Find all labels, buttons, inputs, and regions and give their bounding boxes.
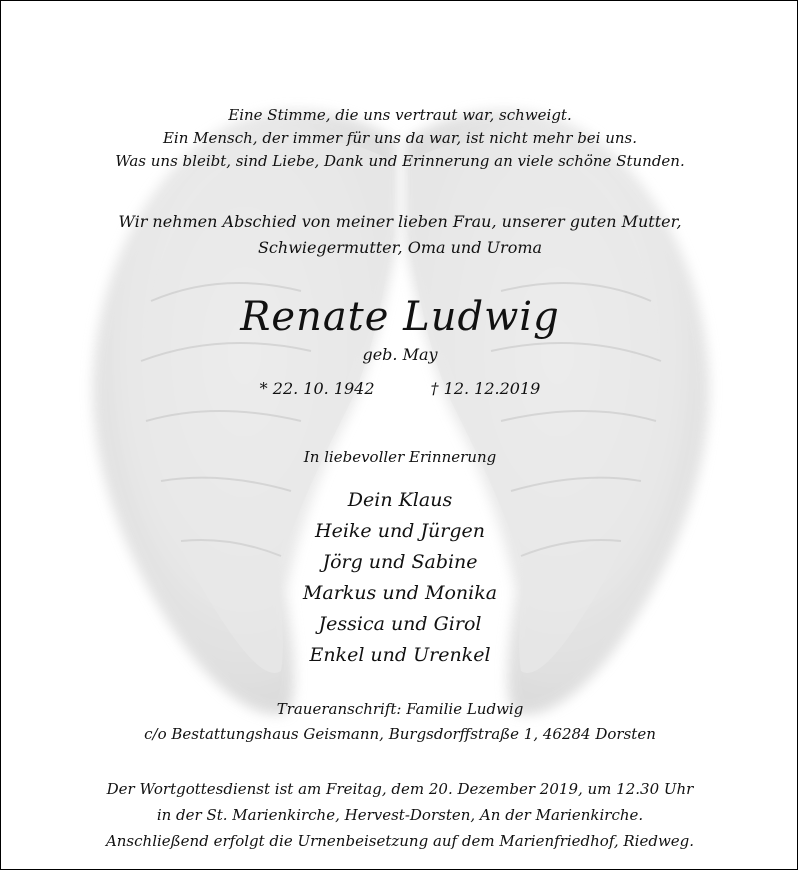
service-details: [1, 776, 798, 854]
mourners-list: [1, 485, 798, 671]
service-line: Anschließend erfolgt die Urnenbeisetzung auf dem Marienfriedhof, Riedweg.: [105, 832, 695, 850]
mourner: Enkel und Urenkel: [309, 644, 491, 666]
birth-date: * 22. 10. 1942: [259, 379, 375, 398]
mourner: Jessica und Girol: [318, 613, 482, 635]
service-line: in der St. Marienkirche, Hervest-Dorsten, An der Marienkirche.: [156, 806, 644, 824]
death-date: † 12. 12.2019: [430, 379, 541, 398]
verse-line: Ein Mensch, der immer für uns da war, ist nicht mehr bei uns.: [162, 129, 638, 147]
verse-line: Was uns bleibt, sind Liebe, Dank und Erinnerung an viele schöne Stunden.: [115, 152, 685, 170]
intro-line: Schwiegermutter, Oma und Uroma: [257, 238, 543, 257]
service-line: Der Wortgottesdienst ist am Freitag, dem 20. Dezember 2019, um 12.30 Uhr: [106, 780, 694, 798]
intro-line: Wir nehmen Abschied von meiner lieben Frau, unserer guten Mutter,: [118, 212, 682, 231]
mourner: Heike und Jürgen: [315, 520, 485, 542]
mourning-address: [1, 697, 798, 747]
mourner: Jörg und Sabine: [322, 551, 478, 573]
memory-line: In liebevoller Erinnerung: [303, 448, 497, 466]
deceased-name: Renate Ludwig: [240, 294, 560, 340]
farewell-intro: [1, 209, 798, 261]
verse-line: Eine Stimme, die uns vertraut war, schweigt.: [228, 106, 572, 124]
address-line: c/o Bestattungshaus Geismann, Burgsdorffstraße 1, 46284 Dorsten: [144, 725, 656, 743]
mourner: Dein Klaus: [347, 489, 453, 511]
verse: [1, 104, 798, 173]
address-line: Traueranschrift: Familie Ludwig: [276, 700, 524, 718]
life-dates: [1, 378, 798, 400]
mourner: Markus und Monika: [302, 582, 498, 604]
birth-name: geb. May: [362, 345, 438, 364]
